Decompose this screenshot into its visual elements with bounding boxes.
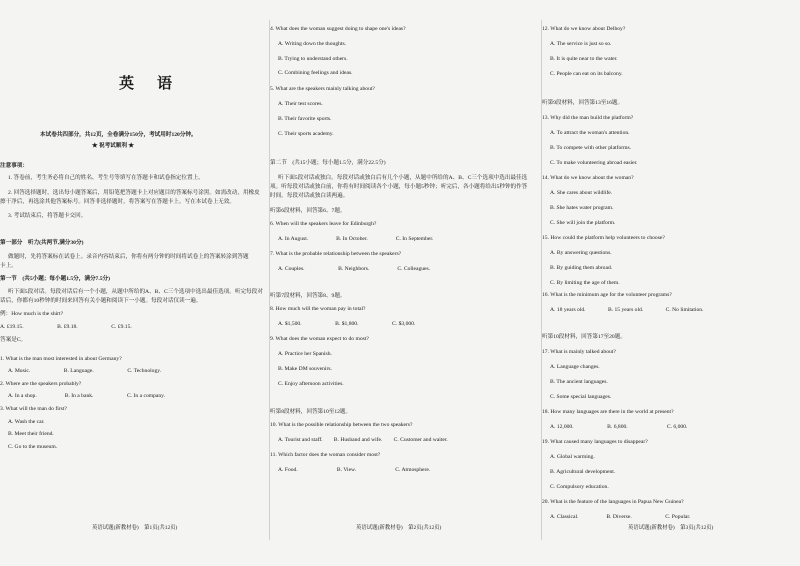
exam-text-line: B. It is quite near to the water. [550,56,618,62]
exam-text-line: 9. What does the woman expect to do most? [270,336,369,342]
exam-text-line: A. Language changes. [550,364,600,370]
exam-text-line: 卡上。 [0,263,17,269]
exam-text-line: C. Enjoy afternoon activities. [278,381,344,387]
exam-text-line: 1. What is the man most interested in about Germany? [0,356,122,362]
exam-text-line: A. Food. B. View. C. Atmosphere. [278,467,431,473]
page-footer: 英语试题(新教材卷) 第2页(共12页) [356,525,442,531]
exam-text-line: A. In a shop. B. In a bank. C. In a company. [8,393,166,399]
exam-text-line: 5. What are the speakers mainly talking about? [270,86,375,92]
exam-text-line: 时间。每段对话或独白读两遍。 [270,193,349,199]
exam-text-line: B. Make DM souvenirs. [278,366,332,372]
exam-text-line: 10. What is the possible relationship between the two speakers? [270,422,413,428]
exam-text-line: 听第8段材料，回答第10至12题。 [270,409,352,415]
exam-text-line: 第一部分 听力(共两节,满分30分) [0,240,84,246]
exam-text-line: A. Practice her Spanish. [278,351,332,357]
exam-text-line: A. By answering questions. [550,250,612,256]
page-footer: 英语试题(新教材卷) 第3页(共12页) [628,525,714,531]
exam-text-line: B. She hates water program. [550,205,614,211]
exam-text-line: 19. What caused many languages to disappear? [542,439,648,445]
exam-text-line: 18. How many languages are there in the world at present? [542,409,674,415]
exam-text-line: A. She cares about wildlife. [550,190,613,196]
exam-text-line: A. In August. B. In October. C. In September. [278,236,434,242]
exam-text-line: C. Combining feelings and ideas. [278,70,353,76]
exam-text-line: A. 12,000. B. 6,800. C. 6,000. [550,424,688,430]
exam-text-line: A. Wash the car. [8,419,45,425]
exam-text-line: 4. What does the woman suggest doing to shape one's ideas? [270,26,406,32]
exam-text-line: B. Agricultural development. [550,469,616,475]
exam-text-line: 8. How much will the woman pay in total? [270,306,366,312]
exam-text-line: A. Their test scores. [278,101,323,107]
exam-text-line: 听下面5段对话或独白。每段对话或独白后有几个小题，从题中所给的A、B、C三个选项中选出最佳选 [278,175,528,181]
exam-text-line: B. Their favorite sports. [278,116,332,122]
exam-text-line: A. Global warming. [550,454,595,460]
exam-text-line: C. Go to the museum. [8,444,58,450]
exam-text-line: ★ 祝考试顺利 ★ [92,143,134,149]
exam-text-line: 2. Where are the speakers probably? [0,381,82,387]
exam-text-line: 17. What is mainly talked about? [542,349,616,355]
exam-text-line: 本试卷共四部分，共12页，全卷满分150分，考试用时120分钟。 [40,132,197,138]
page-2-column [270,0,540,566]
exam-text-line: 1. 答卷前，考生务必将自己的姓名、考生号等填写在答题卡和试卷指定位置上。 [8,175,204,181]
exam-text-line: C. Compulsory education. [550,484,609,490]
exam-text-line: 16. What is the minimum age for the volunteer programs? [542,292,672,298]
exam-text-line: 话后，你都有10秒钟的时间来回答有关小题和阅读下一小题。每段对话仅读一遍。 [0,298,202,304]
exam-text-line: A. Classical. B. Diverse. C. Popular. [550,514,691,520]
exam-text-line: B. Meet their friend. [8,431,54,437]
exam-text-line: A. Music. B. Language. C. Technology. [8,368,162,374]
exam-text-line: 6. When will the speakers leave for Edinburgh? [270,221,377,227]
exam-text-line: 3. What will the man do first? [0,406,67,412]
exam-text-line: 14. What do we know about the woman? [542,175,634,181]
exam-text-line: B. To compete with other platforms. [550,145,632,151]
exam-text-line: C. She will join the platform. [550,220,616,226]
exam-text-line: A. The service is just so so. [550,41,612,47]
page-1-column [0,0,268,566]
exam-text-line: 听下面5段对话。每段对话后有一个小题，从题中所给的A、B、C三个选项中选出最佳选项。听完每段对 [8,289,263,295]
exam-text-line: 答案是C。 [0,337,27,343]
exam-text-line: B. By guiding them abroad. [550,265,613,271]
exam-text-line: 20. What is the feature of the languages in Papua New Guinea? [542,499,684,505]
exam-text-line: 13. Why did the man build the platform? [542,115,634,121]
exam-text-line: 第一节 (共5小题；每小题1.5分，满分7.5分) [0,276,111,282]
exam-text-line: A. Couples. B. Neighbors. C. Colleagues. [278,266,431,272]
exam-title: 英 语 [119,74,177,92]
exam-text-line: 例：How much is the shirt? [0,311,64,317]
exam-text-line: A. Writing down the thoughts. [278,41,347,47]
exam-text-line: C. People can eat on its balcony. [550,71,623,77]
exam-text-line: B. Trying to understand others. [278,56,348,62]
exam-text-line: C. To make volunteering abroad easier. [550,160,638,166]
exam-text-line: A. $1,500. B. $1,800. C. $3,000. [278,321,416,327]
exam-text-line: C. By limiting the age of them. [550,280,620,286]
exam-text-line: 注意事项： [0,163,28,169]
exam-text-line: C. Some special languages. [550,394,612,400]
exam-text-line: 第二节 (共15小题；每小题1.5分，满分22.5分) [270,160,386,166]
exam-text-line: 听第9段材料，回答第13至16题。 [542,100,624,106]
exam-text-line: 听第6段材料，回答第6、7题。 [270,208,346,214]
exam-text-line: A. 18 years old. B. 15 years old. C. No limitation. [550,307,704,313]
exam-text-line: A. Tourist and staff. B. Husband and wife. C. Customer and waiter. [278,437,448,443]
exam-text-line: 听第7段材料，回答第8、9题。 [270,293,346,299]
exam-text-line: 7. What is the probable relationship between the speakers? [270,251,402,257]
exam-text-line: B. The ancient languages. [550,379,608,385]
exam-text-line: 2. 回答选择题时，选出每小题答案后，用铅笔把答题卡上对应题目的答案标号涂黑。如需改动，用橡皮 [8,190,260,196]
exam-text-line: 15. How could the platform help volunteers to choose? [542,235,665,241]
exam-text-line: 听第10段材料，回答第17至20题。 [542,334,626,340]
exam-text-line: 3. 考试结束后，将答题卡交回。 [8,213,87,219]
exam-text-line: A. £19.15. B. £9.18. C. £9.15. [0,324,132,330]
exam-text-line: 项。听每段对话或独白前，你将有时间阅读各个小题，每小题5秒钟；听完后，各小题将给出5秒钟的作答 [270,184,528,190]
exam-text-line: 做题时，先将答案标在试卷上。录音内容结束后，你将有两分钟的时间将试卷上的答案转涂到答题 [8,254,249,260]
exam-text-line: C. Their sports academy. [278,131,334,137]
page-footer: 英语试题(新教材卷) 第1页(共12页) [92,525,178,531]
page-3-column [542,0,800,566]
exam-text-line: 11. Which factor does the woman consider most? [270,452,381,458]
exam-text-line: A. To attract the woman's attention. [550,130,630,136]
exam-text-line: 12. What do we know about Delboy? [542,26,626,32]
exam-text-line: 擦干净后，再选涂其他答案标号。回答非选择题时，将答案写在答题卡上。写在本试卷上无效。 [0,199,235,205]
